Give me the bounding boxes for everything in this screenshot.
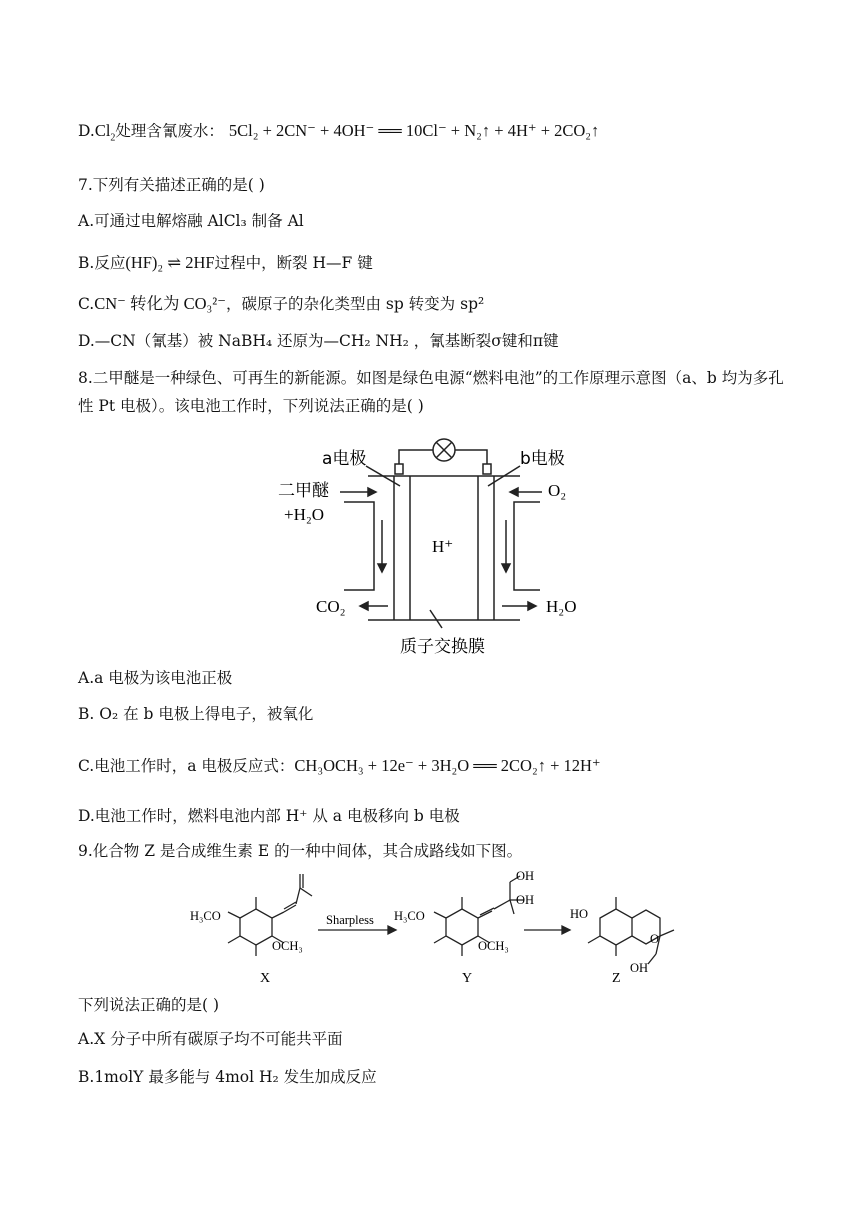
q8-stem: 8.二甲醚是一种绿色、可再生的新能源。如图是绿色电源“燃料电池”的工作原理示意图（a、b 均为多孔性 Pt 电极）。该电池工作时，下列说法正确的是( ): [78, 369, 784, 415]
electrode-b-label: b电极: [520, 449, 565, 469]
q9-option-b: B.1molY 最多能与 4mol H₂ 发生加成反应: [78, 1068, 377, 1086]
membrane-label: 质子交换膜: [400, 637, 485, 657]
z-hydroxyl: HO: [570, 907, 589, 921]
fuel-cell-diagram: [270, 420, 610, 660]
z-side-hydroxyl: OH: [630, 961, 649, 975]
q9-option-a: A.X 分子中所有碳原子均不可能共平面: [78, 1030, 343, 1048]
ion-conversion: CN⁻ 转化为 CO₃²⁻: [94, 294, 226, 313]
oxygen-input-label: O₂: [548, 481, 567, 500]
q8-option-b: B. O₂ 在 b 电极上得电子，被氧化: [78, 705, 314, 723]
anode-equation: CH₃OCH₃ + 12e⁻ + 3H₂O ══ 2CO₂↑ + 12H⁺: [294, 756, 601, 775]
q9-stem: 9.化合物 Z 是合成维生素 E 的一种中间体，其合成路线如下图。: [78, 842, 523, 860]
q8-option-d: D.电池工作时，燃料电池内部 H⁺ 从 a 电极移向 b 电极: [78, 807, 460, 825]
q8-option-a: A.a 电极为该电池正极: [78, 669, 233, 687]
y-hydroxyl-2: OH: [516, 893, 535, 907]
compound-x-label: X: [260, 971, 271, 986]
water-output-label: H₂O: [546, 597, 577, 616]
reaction-equation: 5Cl₂ + 2CN⁻ + 4OH⁻ ══ 10Cl⁻ + N₂↑ + 4H⁺ + 2CO₂↑: [228, 121, 600, 140]
q7-option-c: C.CN⁻ 转化为 CO₃²⁻，碳原子的杂化类型由 sp 转变为 sp²: [78, 294, 485, 313]
q7-option-b: B.反应(HF)₂ ⇌ 2HF过程中，断裂 H—F 键: [78, 253, 373, 272]
q7-option-d: D.—CN（氰基）被 NaBH₄ 还原为—CH₂ NH₂ ，氰基断裂σ键和π键: [78, 332, 559, 350]
x-methoxy-bottom: OCH₃: [272, 939, 303, 953]
proton-label: H⁺: [432, 537, 454, 556]
x-methoxy-top: H₃CO: [190, 909, 221, 923]
reagent-label: Sharpless: [326, 913, 374, 927]
compound-z-label: Z: [612, 971, 621, 986]
synthesis-scheme: [180, 868, 690, 992]
option-text: 处理含氰废水：: [115, 122, 224, 140]
chlorine-formula: $Cl_2$: [94, 121, 116, 144]
compound-y-label: Y: [462, 971, 473, 986]
compound-z-structure: [588, 897, 674, 964]
y-methoxy-top: H₃CO: [394, 909, 425, 923]
co2-output-label: CO₂: [316, 597, 346, 616]
fuel-input-label: 二甲醚: [278, 481, 329, 501]
y-hydroxyl-1: OH: [516, 869, 535, 883]
option-label: D.: [78, 122, 95, 140]
q7-option-a: A.可通过电解熔融 AlCl₃ 制备 Al: [78, 212, 304, 230]
q7-stem: 7.下列有关描述正确的是( ): [78, 176, 265, 194]
z-ring-oxygen: O: [650, 932, 660, 946]
q6-option-d: [78, 120, 599, 149]
water-input-label: +H₂O: [284, 505, 325, 524]
electrode-a-label: a电极: [322, 449, 367, 469]
dissociation-equation: (HF)₂ ⇌ 2HF: [125, 253, 215, 272]
q9-sub-stem: 下列说法正确的是( ): [78, 996, 220, 1014]
y-methoxy-bottom: OCH₃: [478, 939, 509, 953]
lamp-icon: [395, 439, 491, 474]
q8-option-c: C.电池工作时，a 电极反应式：CH₃OCH₃ + 12e⁻ + 3H₂O ══ 2CO₂↑ + 12H⁺: [78, 756, 601, 775]
